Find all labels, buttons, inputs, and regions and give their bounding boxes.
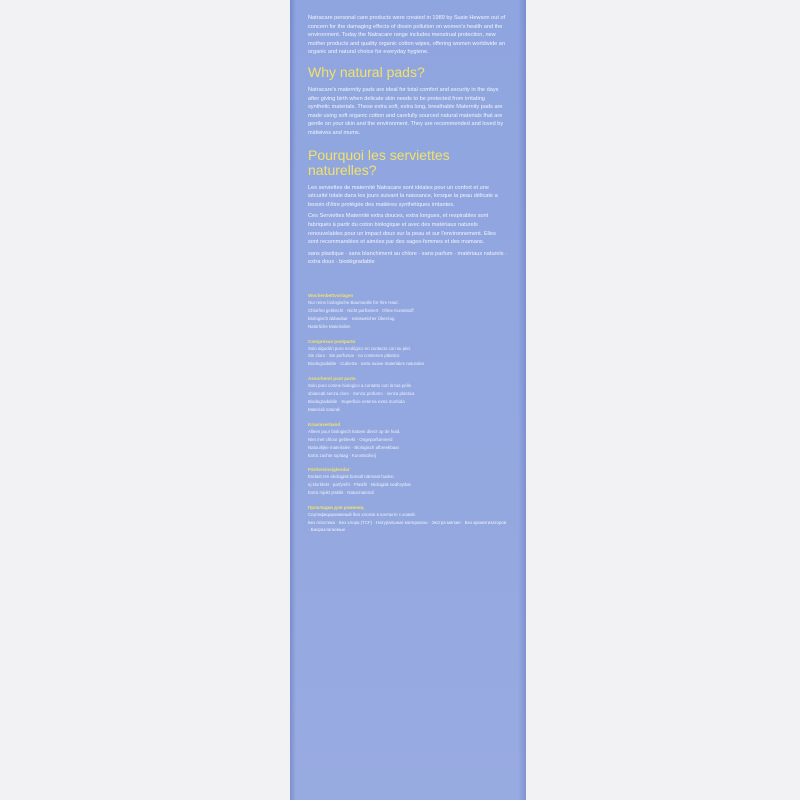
panel-shadow-left (290, 0, 296, 800)
section-title: Kraamverband (308, 421, 341, 427)
section-german (308, 292, 508, 331)
section-title: Прокладки для рожениц (308, 505, 364, 511)
section-line: Сертифицированный био хлопок в контакте с кожей. (308, 512, 416, 518)
panel-content (308, 14, 508, 535)
intro-paragraph: Natracare personal care products were created in 1989 by Susie Hewson out of concern for the damaging effects of dioxin pollution on women's health and the environment. Today the Natracare range includes menstrual protection, new mother products and quality organic cotton wipes, offering women worldwide an organic and natural choice for everyday hygiene. (308, 15, 506, 56)
french-title: Pourquoi les serviettes naturelles? (308, 146, 450, 178)
why-natural-title: Why natural pads? (308, 63, 425, 80)
section-russian (308, 504, 508, 534)
why-natural-paragraph: Natracare's maternity pads are ideal for total comfort and security in the days after giving birth when delicate skin needs to be protected from irritating synthetic materials. These extra soft, extra long, breathable Maternity pads are made using soft organic cotton and carefully sourced natural materials that are gentle on your skin and the environment. They are recommended and loved by midwives and mums. (308, 86, 504, 136)
section-line: Biodegradable · Cubierta · extra suave materiales naturales (308, 361, 425, 367)
section-line: Nur reine biologische Baumwolle für Ihre Haut. (308, 299, 399, 305)
section-line: Natuurlijke materialen · Biologisch afbreekbaar (308, 444, 400, 450)
section-line: sbiancati senza cloro · Senza profumo · senza plastica (308, 391, 415, 397)
package-side-panel (290, 0, 526, 800)
section-line: Endast ren ekologisk bomull närmast huden. (308, 474, 395, 480)
section-line: Biologisch abbaubar · extraweicher Überzug (308, 315, 395, 321)
section-line: Без пластика · Без хлора (TCF) · Натуральные материалы · Экстра мягкие · Без ароматизаторов · Биоразлагаемые (308, 520, 507, 532)
section-line: Natürliche Materialien (308, 323, 351, 329)
panel-shadow-right (518, 0, 526, 800)
section-title: Pärtiersinsiglendar (308, 467, 350, 473)
section-dutch (308, 421, 508, 460)
section-line: Extra mjukt ytskikt · Naturmaterial (308, 490, 374, 496)
section-line: Biodegradabile · Superficie esterna extra morbida (308, 399, 405, 405)
section-line: Materiali naturali (308, 406, 341, 412)
section-italian (308, 375, 508, 414)
section-line: Extra zachte toplaag · Kunststofvrij (308, 452, 376, 458)
section-title: Compresas postparto (308, 338, 356, 344)
section-line: Chlorfrei gebleicht · Nicht parfümiert · Ohne Kunststoff (308, 307, 414, 313)
french-paragraph-2: Ces Serviettes Maternité extra douces, extra longues, et respirables sont fabriqués à partir du coton biologique et avec des matériaux naturels renouvelables pour un impact doux sur la peau et sur l'environnement. Elles sont recommandées et aimées par des sages-femmes et des mamans. (308, 213, 496, 246)
section-title: Wochenbettvorlagen (308, 292, 354, 298)
section-line: Niet met chloor gebleekt · Ongeparfumeerd (308, 436, 393, 442)
french-paragraph-1: Les serviettes de maternité Natracare sont idéales pour un confort et une sécurité totale dans les jours suivant la naissance, lorsque la peau délicate a besoin d'être protégée des matières synthétiques irritantes. (308, 184, 498, 208)
section-spanish (308, 338, 508, 369)
section-line: Solo puro cotone biologico a contatto con la tua pelle. (308, 383, 413, 389)
section-line: Solo algodón puro ecológico en contacto con su piel. (308, 345, 411, 351)
french-features: sans plastique · sans blanchiment au chlore · sans parfum · matériaux naturels · extra doux · biodégradable (308, 250, 507, 266)
section-line: ej klorblekt · parfymfri · Plastfri · Biologisk nedbrytbar (308, 482, 411, 488)
section-line: Sin cloro · Sin perfumar · no contienen plástico (308, 353, 400, 359)
section-swedish (308, 466, 508, 497)
section-line: Alleen puur biologisch katoen direct op de huid. (308, 428, 401, 434)
section-title: Assorbenti post parto (308, 376, 356, 382)
